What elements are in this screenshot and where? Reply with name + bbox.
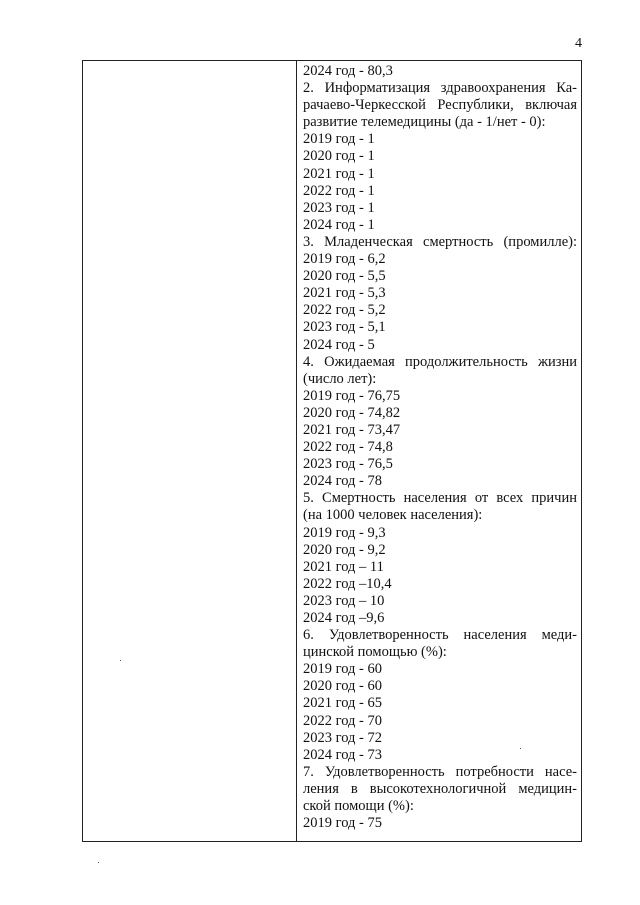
text-line: 2020 год - 5,5 — [303, 268, 386, 285]
text-line: 2024 год - 78 — [303, 473, 382, 490]
scan-speck — [120, 660, 121, 661]
text-line: 2023 год - 76,5 — [303, 456, 393, 473]
text-line: 2024 год - 1 — [303, 216, 375, 233]
text-line: 2022 год - 74,8 — [303, 439, 393, 456]
text-line: развитие телемедицины (да - 1/нет - 0): — [303, 114, 546, 131]
text-line: 2. Информатизация здравоохранения Ка- — [303, 80, 577, 97]
text-line: 2021 год – 11 — [303, 558, 384, 575]
scan-speck — [98, 862, 99, 863]
text-line: ской помощи (%): — [303, 798, 414, 815]
text-line: цинской помощью (%): — [303, 644, 447, 661]
text-line: 2024 год –9,6 — [303, 610, 385, 626]
text-line: ления в высокотехнологичной медицин- — [303, 780, 577, 797]
text-line: 6. Удовлетворенность населения меди- — [303, 627, 577, 644]
text-line: 2019 год - 75 — [303, 815, 382, 832]
text-line: 2021 год - 73,47 — [303, 421, 401, 438]
scan-speck — [520, 748, 521, 749]
text-line: 2019 год - 76,75 — [303, 387, 401, 404]
text-line: 2020 год - 74,82 — [303, 404, 401, 421]
text-line: (на 1000 человек населения): — [303, 507, 483, 524]
text-line: 2020 год - 60 — [303, 678, 382, 695]
text-line: 2019 год - 1 — [303, 131, 375, 148]
table-right-column — [297, 61, 581, 841]
text-line: 7. Удовлетворенность потребности насе- — [303, 763, 577, 780]
text-line: 2023 год – 10 — [303, 592, 385, 609]
text-line: 2023 год - 72 — [303, 729, 382, 746]
document-table — [82, 60, 582, 842]
text-line: 2019 год - 9,3 — [303, 524, 386, 541]
page-number: 4 — [575, 36, 582, 51]
text-line: 2024 год - 80,3 — [303, 63, 393, 79]
text-line: 2019 год - 60 — [303, 661, 382, 678]
text-line: 2022 год - 5,2 — [303, 302, 386, 319]
text-line: 2024 год - 73 — [303, 746, 382, 763]
text-line: 2023 год - 1 — [303, 199, 375, 216]
text-line: 2020 год - 9,2 — [303, 541, 386, 558]
text-line: 2022 год –10,4 — [303, 575, 392, 592]
text-line: 2024 год - 5 — [303, 336, 375, 353]
text-line: 2021 год - 5,3 — [303, 285, 386, 302]
text-line: 2019 год - 6,2 — [303, 251, 386, 268]
text-line: 2022 год - 70 — [303, 712, 382, 729]
table-left-column — [83, 61, 297, 841]
text-line: (число лет): — [303, 370, 377, 387]
text-line: 2020 год - 1 — [303, 148, 375, 165]
text-line: 2021 год - 65 — [303, 695, 382, 712]
text-line: 2022 год - 1 — [303, 182, 375, 199]
text-line: рачаево-Черкесской Республики, включая — [303, 97, 577, 114]
text-line: 3. Младенческая смертность (промилле): — [303, 233, 577, 250]
text-line: 2023 год - 5,1 — [303, 319, 386, 336]
text-line: 5. Смертность населения от всех причин — [303, 490, 577, 507]
text-line: 2021 год - 1 — [303, 165, 375, 182]
text-line: 4. Ожидаемая продолжительность жизни — [303, 353, 577, 370]
